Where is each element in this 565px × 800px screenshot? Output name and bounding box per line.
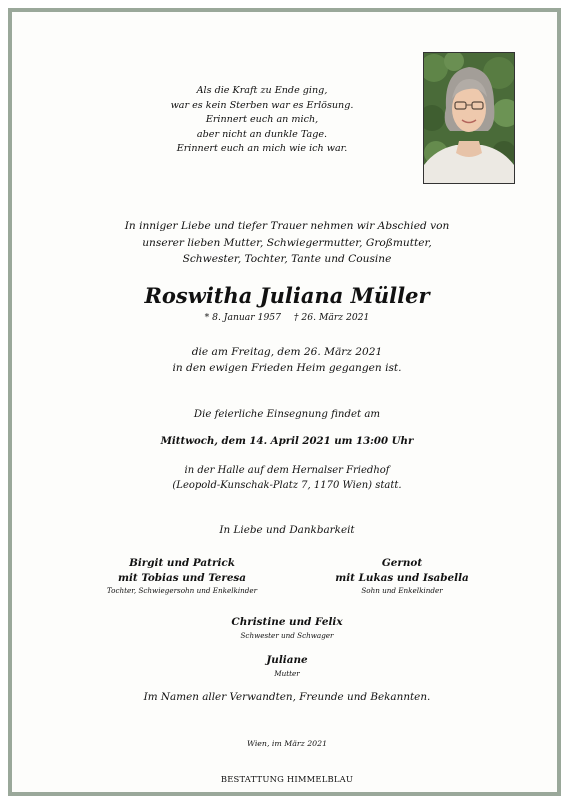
intro-line: In inniger Liebe und tiefer Trauer nehmen wir Abschied von — [124, 220, 450, 232]
passing-text — [72, 344, 502, 376]
mourner-relation: Sohn und Enkelkinder — [361, 586, 443, 595]
life-dates — [72, 312, 502, 324]
passing-line: in den ewigen Frieden Heim gegangen ist. — [172, 362, 402, 374]
mourner-names: Birgit und Patrick — [129, 557, 235, 569]
birth-date: * 8. Januar 1957 — [204, 312, 281, 323]
location-line: (Leopold-Kunschak-Platz 7, 1170 Wien) statt. — [172, 479, 402, 491]
mourner-group — [187, 653, 387, 679]
mourner-relation: Tochter, Schwiegersohn und Enkelkinder — [106, 586, 258, 595]
portrait-image — [424, 53, 514, 183]
closing-line: Im Namen aller Verwandten, Freunde und Bekannten. — [143, 691, 431, 703]
ceremony-datetime: Mittwoch, dem 14. April 2021 um 13:00 Uhr — [160, 435, 414, 447]
mourner-names: mit Tobias und Teresa — [117, 571, 247, 584]
poem — [142, 84, 382, 157]
poem-line: Erinnert euch an mich wie ich war. — [176, 143, 348, 155]
death-date: † 26. März 2021 — [293, 312, 370, 323]
deceased-name: Roswitha Juliana Müller — [144, 283, 430, 308]
mourner-names: Christine und Felix — [231, 616, 343, 628]
portrait-photo — [423, 52, 515, 184]
thanks-line: In Liebe und Dankbarkeit — [219, 524, 355, 536]
mourner-group — [307, 556, 497, 596]
obituary-card — [8, 8, 561, 796]
mourner-names: Juliane — [266, 654, 308, 666]
ceremony-intro: Die feierliche Einsegnung findet am — [193, 409, 381, 420]
poem-line: Als die Kraft zu Ende ging, — [196, 85, 328, 96]
mourner-relation: Schwester und Schwager — [240, 630, 334, 640]
intro-text — [72, 218, 502, 268]
poem-line: war es kein Sterben war es Erlösung. — [170, 99, 354, 111]
poem-line: Erinnert euch an mich, — [205, 114, 319, 126]
mourner-names: mit Lukas und Isabella — [335, 571, 469, 584]
undertaker-name: BESTATTUNG HIMMELBLAU — [220, 774, 354, 784]
poem-line: aber nicht an dunkle Tage. — [196, 128, 328, 140]
place-date: Wien, im März 2021 — [246, 739, 328, 748]
mourner-names: Gernot — [381, 557, 423, 569]
mourner-group — [87, 556, 277, 596]
mourner-group — [187, 615, 387, 641]
mourner-relation: Mutter — [274, 668, 300, 678]
ceremony-location — [72, 464, 502, 493]
intro-line: unserer lieben Mutter, Schwiegermutter, Großmutter, — [142, 236, 432, 249]
passing-line: die am Freitag, dem 26. März 2021 — [191, 346, 383, 358]
location-line: in der Halle auf dem Hernalser Friedhof — [184, 465, 390, 476]
intro-line: Schwester, Tochter, Tante und Cousine — [182, 253, 392, 265]
